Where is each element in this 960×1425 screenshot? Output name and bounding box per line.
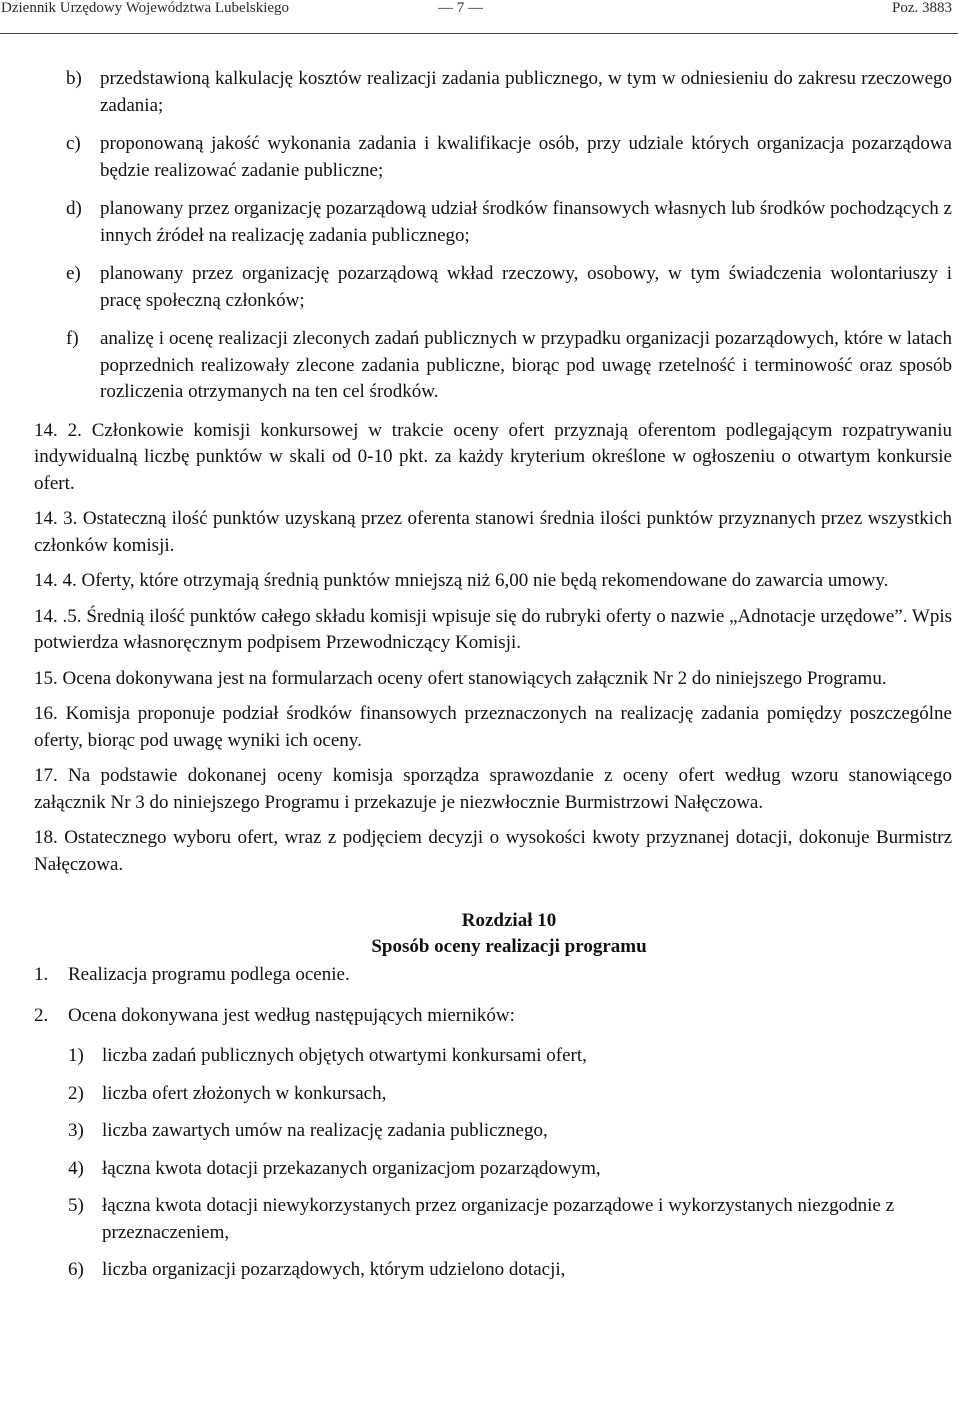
list-item-label: f) — [66, 328, 79, 349]
header-rule — [0, 33, 958, 34]
chapter-title: Rozdział 10 — [461, 910, 557, 931]
list-item-text: przedstawioną kalkulację kosztów realizacji zadania publicznego, w tym w odniesieniu do zakresu rzeczowego zadania; — [100, 68, 952, 116]
measure-item — [68, 1193, 952, 1246]
numbered-paragraph — [34, 604, 952, 657]
numbered-paragraph — [34, 506, 952, 559]
chapter-item — [34, 1003, 952, 1030]
paragraph-number: 14. 2. — [34, 419, 82, 441]
criteria-list — [34, 66, 952, 406]
paragraph-number: 14. 4. — [34, 570, 77, 591]
numbered-paragraph — [34, 763, 952, 816]
document-body — [34, 66, 952, 1295]
list-item-label: b) — [66, 68, 82, 89]
list-item — [66, 261, 952, 314]
paragraph-text: Na podstawie dokonanej oceny komisja sporządza sprawozdanie z oceny ofert według wzoru stanowiącego załącznik Nr 3 do niniejszego Programu i przekazuje je niezwłocznie Burmistrzowi Nałęczowa. — [34, 765, 952, 813]
list-item-text: planowany przez organizację pozarządową udział środków finansowych własnych lub środków pochodzących z innych źródeł na realizację zadania publicznego; — [100, 198, 952, 246]
measure-item — [68, 1043, 952, 1070]
paragraph-text: Ostatecznego wyboru ofert, wraz z podjęciem decyzji o wysokości kwoty przyznanej dotacji, dokonuje Burmistrz Nałęczowa. — [34, 827, 952, 875]
list-item — [66, 131, 952, 184]
numbered-paragraph — [34, 825, 952, 878]
measure-text: liczba zadań publicznych objętych otwartymi konkursami ofert, — [102, 1045, 587, 1066]
chapter-subtitle: Sposób oceny realizacji programu — [371, 936, 647, 957]
chapter-item — [34, 962, 952, 989]
chapter-item-number: 2. — [34, 1004, 49, 1026]
list-item-label: e) — [66, 263, 81, 284]
list-item-label: d) — [66, 198, 82, 219]
list-item-text: analizę i ocenę realizacji zleconych zadań publicznych w przypadku organizacji pozarządowych, które w latach poprzednich realizowały zlecone zadania publiczne, biorąc pod uwagę rzetelność i terminowość oraz sposób rozliczenia otrzymanych na ten cel środków. — [100, 328, 952, 402]
measure-number: 3) — [68, 1120, 84, 1141]
measure-text: liczba organizacji pozarządowych, którym udzielono dotacji, — [102, 1259, 566, 1280]
paragraph-number: 15. — [34, 667, 58, 689]
measure-text: łączna kwota dotacji niewykorzystanych przez organizacje pozarządowe i wykorzystanych niezgodnie z przeznaczeniem, — [102, 1195, 895, 1243]
measure-number: 2) — [68, 1082, 84, 1104]
numbered-paragraph — [34, 418, 952, 498]
list-item-text: planowany przez organizację pozarządową wkład rzeczowy, osobowy, w tym świadczenia wolontariuszy i pracę społeczną członków; — [100, 263, 952, 311]
chapter-item-number: 1. — [34, 964, 49, 985]
paragraph-text: Komisja proponuje podział środków finansowych przeznaczonych na realizację zadania pomiędzy poszczególne oferty, biorąc pod uwagę wyniki ich oceny. — [34, 703, 952, 751]
chapter-item-text: Realizacja programu podlega ocenie. — [68, 964, 350, 985]
paragraph-number: 14. .5. — [34, 605, 82, 627]
measure-number: 5) — [68, 1195, 84, 1216]
numbered-paragraph — [34, 666, 952, 693]
measure-number: 1) — [68, 1045, 84, 1066]
chapter-items — [34, 962, 952, 1284]
list-item-label: c) — [66, 133, 81, 154]
paragraph-number: 16. — [34, 703, 58, 724]
measure-text: łączna kwota dotacji przekazanych organizacjom pozarządowym, — [102, 1157, 601, 1179]
measure-text: liczba zawartych umów na realizację zadania publicznego, — [102, 1120, 548, 1141]
paragraph-list — [34, 418, 952, 879]
list-item — [66, 196, 952, 249]
measure-item — [68, 1257, 952, 1284]
list-item — [66, 66, 952, 119]
paragraph-text: Średnią ilość punktów całego składu komisji wpisuje się do rubryki oferty o nazwie „Adnotacje urzędowe”. Wpis potwierdza własnoręcznym podpisem Przewodniczący Komisji. — [34, 605, 952, 653]
numbered-paragraph — [34, 568, 952, 595]
chapter-item-text: Ocena dokonywana jest według następujących mierników: — [68, 1004, 515, 1026]
measure-item — [68, 1118, 952, 1145]
measure-item — [68, 1156, 952, 1183]
page-header — [0, 0, 960, 22]
paragraph-text: Ostateczną ilość punktów uzyskaną przez oferenta stanowi średnia ilości punktów przyznanych przez wszystkich członków komisji. — [34, 508, 953, 556]
position-number: Poz. 3883 — [892, 0, 952, 16]
chapter-heading — [34, 908, 952, 960]
paragraph-text: Ocena dokonywana jest na formularzach oceny ofert stanowiących załącznik Nr 2 do niniejszego Programu. — [57, 667, 887, 689]
measure-number: 4) — [68, 1157, 84, 1179]
measure-text: liczba ofert złożonych w konkursach, — [102, 1082, 387, 1104]
journal-title: Dziennik Urzędowy Województwa Lubelskiego — [1, 0, 290, 16]
measure-item — [68, 1081, 952, 1108]
paragraph-number: 18. — [34, 827, 58, 848]
numbered-paragraph — [34, 701, 952, 754]
list-item — [66, 326, 952, 406]
paragraph-text: Członkowie komisji konkursowej w trakcie oceny ofert przyznają oferentom podlegającym rozpatrywaniu indywidualną liczbę punktów w skali od 0-10 pkt. za każdy kryterium określone w ogłoszeniu o otwartym konkursie ofert. — [34, 419, 953, 494]
measure-number: 6) — [68, 1259, 84, 1280]
list-item-text: proponowaną jakość wykonania zadania i kwalifikacje osób, przy udziale których organizacja pozarządowa będzie realizować zadanie publiczne; — [100, 133, 952, 181]
paragraph-text: Oferty, które otrzymają średnią punktów mniejszą niż 6,00 nie będą rekomendowane do zawarcia umowy. — [76, 570, 889, 591]
measures-list — [34, 1043, 952, 1284]
page-number: — 7 — — [438, 0, 483, 16]
paragraph-number: 17. — [34, 765, 58, 786]
paragraph-number: 14. 3. — [34, 508, 78, 529]
